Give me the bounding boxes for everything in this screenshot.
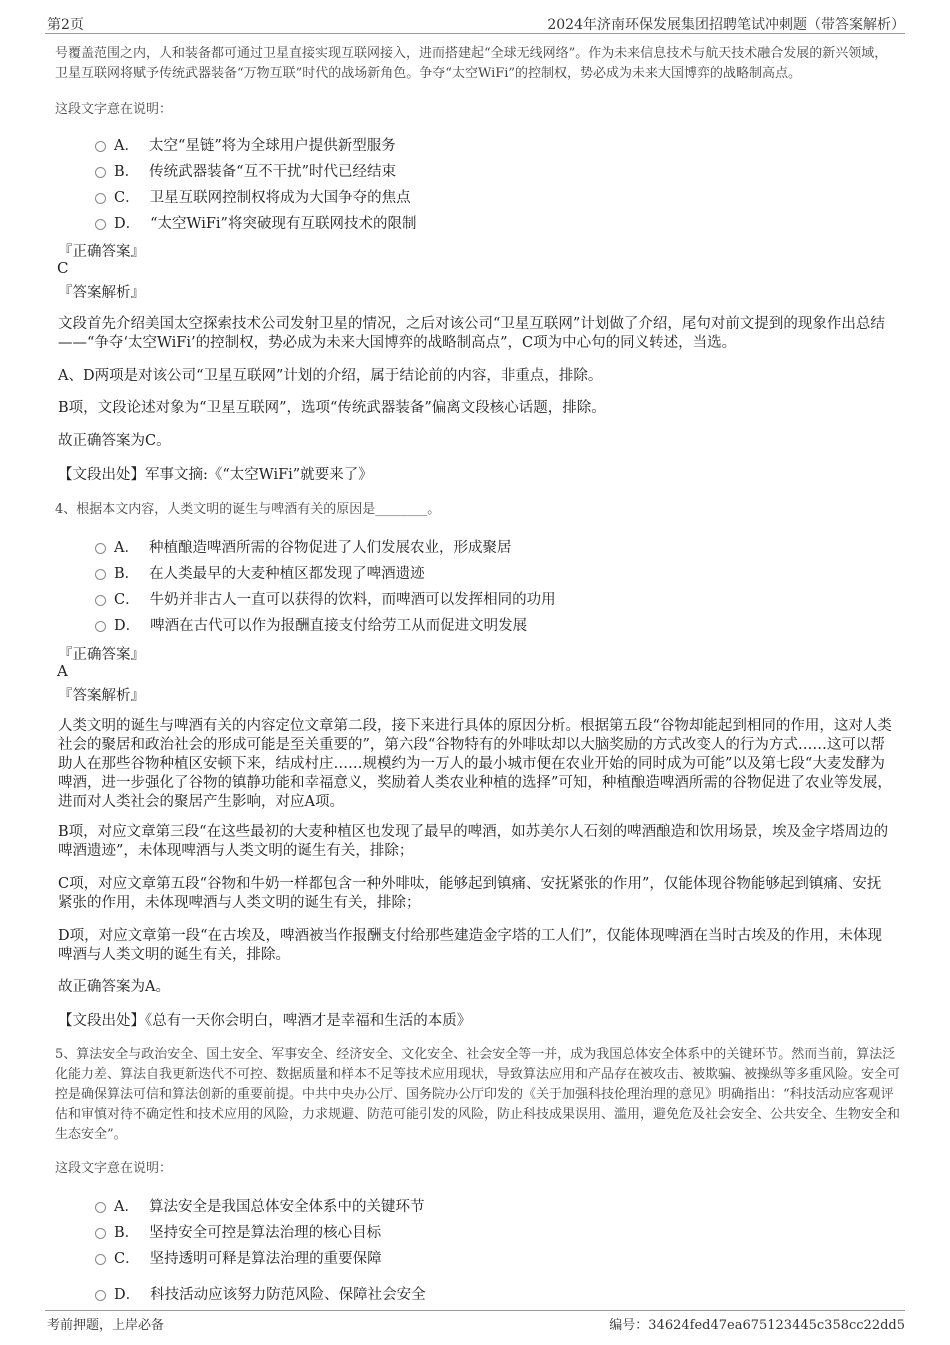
radio-icon[interactable] — [95, 621, 106, 632]
radio-icon[interactable] — [95, 219, 106, 230]
q3-passage: 号覆盖范围之内，人和装备都可通过卫星直接实现互联网接入，进而搭建起“全球无线网络”。作为未来信息技术与航天技术融合发展的新兴领域，卫星互联网将赋予传统武器装备“万物互联”时代的战场新角色。争夺“太空WiFi”的控制权，势必成为未来大国博弈的战略制高点。 — [55, 46, 888, 81]
radio-icon[interactable] — [95, 167, 106, 178]
q3-option-b[interactable]: B． 传统武器装备“互不干扰”时代已经结束 — [95, 160, 396, 181]
q4-analysis-label: 『答案解析』 — [58, 688, 145, 704]
radio-icon[interactable] — [95, 569, 106, 580]
q5-option-c[interactable]: C． 坚持透明可释是算法治理的重要保障 — [95, 1247, 382, 1268]
radio-icon[interactable] — [95, 193, 106, 204]
radio-icon[interactable] — [95, 1228, 106, 1239]
q4-analysis-2: B项，对应文章第三段“在这些最初的大麦种植区也发现了最早的啤酒，如苏美尔人石刻的啤酒酿造和饮用场景，埃及金字塔周边的啤酒遗迹”，未体现啤酒与人类文明的诞生有关，排除； — [58, 824, 889, 859]
q4-answer: A — [57, 662, 68, 680]
footer-divider — [45, 1310, 905, 1311]
q4-option-c[interactable]: C． 牛奶并非古人一直可以获得的饮料，而啤酒可以发挥相同的功用 — [95, 588, 556, 609]
q5-option-a[interactable]: A． 算法安全是我国总体安全体系中的关键环节 — [95, 1195, 424, 1216]
q4-analysis-3: C项，对应文章第五段“谷物和牛奶一样都包含一种外啡呔，能够起到镇痛、安抚紧张的作用”，仅能体现谷物能够起到镇痛、安抚紧张的作用，未体现啤酒与人类文明的诞生有关，排除； — [58, 876, 882, 911]
q3-analysis-label: 『答案解析』 — [58, 285, 145, 301]
radio-icon[interactable] — [95, 543, 106, 554]
q3-source: 【文段出处】军事文摘:《“太空WiFi”就要来了》 — [58, 467, 373, 483]
q4-analysis-1: 人类文明的诞生与啤酒有关的内容定位文章第二段，接下来进行具体的原因分析。根据第五段“谷物却能起到相同的作用，这对人类社会的聚居和政治社会的形成可能是至关重要的”，第六段“谷物特有的外啡呔却以大脑奖励的方式改变人的行为方式……这可以帮助人在那些谷物种植区安顿下来，结成村庄……规模约为一万人的最小城市便在农业开始的同时成为可能”以及第七段“大麦发酵为啤酒，进一步强化了谷物的镇静功能和幸福意义，奖励着人类农业种植的选择”可知，种植酿造啤酒所需的谷物促进了农业等发展，进而对人类社会的聚居产生影响，对应A项。 — [58, 718, 892, 810]
q5-passage: 5、算法安全与政治安全、国土安全、军事安全、经济安全、文化安全、社会安全等一并，成为我国总体安全体系中的关键环节。然而当前，算法泛化能力差、算法自我更新迭代不可控、数据质量和样本不足等技术应用现状，导致算法应用和产品存在被攻击、被欺骗、被操纵等多重风险。安全可控是确保算法可信和算法创新的重要前提。中共中央办公厅、国务院办公厅印发的《关于加强科技伦理治理的意见》明确指出：“科技活动应客观评估和审慎对待不确定性和技术应用的风险，力求规避、防范可能引发的风险，防止科技成果误用、滥用，避免危及社会安全、公共安全、生物安全和生态安全”。 — [55, 1047, 901, 1142]
document-id: 编号：34624fed47ea675123445c358cc22dd5 — [609, 1318, 905, 1333]
q4-answer-label: 『正确答案』 — [58, 647, 145, 663]
q4-stem: 4、根据本文内容，人类文明的诞生与啤酒有关的原因是________。 — [55, 502, 441, 517]
q4-option-d[interactable]: D． 啤酒在古代可以作为报酬直接支付给劳工从而促进文明发展 — [95, 614, 527, 635]
radio-icon[interactable] — [95, 1202, 106, 1213]
q5-option-b[interactable]: B． 坚持安全可控是算法治理的核心目标 — [95, 1221, 381, 1242]
q3-option-d[interactable]: D． “太空WiFi”将突破现有互联网技术的限制 — [95, 212, 416, 233]
radio-icon[interactable] — [95, 141, 106, 152]
q4-analysis-5: 故正确答案为A。 — [58, 979, 170, 995]
document-title: 2024年济南环保发展集团招聘笔试冲刺题（带答案解析） — [547, 17, 905, 33]
q3-option-c[interactable]: C． 卫星互联网控制权将成为大国争夺的焦点 — [95, 186, 411, 207]
q3-answer-label: 『正确答案』 — [58, 244, 145, 260]
q5-option-d[interactable]: D． 科技活动应该努力防范风险、保障社会安全 — [95, 1283, 426, 1304]
q3-stem: 这段文字意在说明： — [55, 102, 173, 117]
q3-option-a[interactable]: A． 太空“星链”将为全球用户提供新型服务 — [95, 134, 396, 155]
radio-icon[interactable] — [95, 1290, 106, 1301]
q4-analysis-4: D项，对应文章第一段“在古埃及，啤酒被当作报酬支付给那些建造金字塔的工人们”，仅能体现啤酒在当时古埃及的作用，未体现啤酒与人类文明的诞生有关，排除。 — [58, 928, 882, 963]
radio-icon[interactable] — [95, 1254, 106, 1265]
q3-analysis-3: B项，文段论述对象为“卫星互联网”，选项“传统武器装备”偏离文段核心话题，排除。 — [58, 400, 606, 416]
q5-stem: 这段文字意在说明： — [55, 1161, 173, 1176]
header-divider — [45, 33, 905, 34]
page-number: 第2页 — [47, 17, 84, 33]
q3-analysis-4: 故正确答案为C。 — [58, 433, 171, 449]
q3-analysis-2: A、D两项是对该公司“卫星互联网”计划的介绍，属于结论前的内容，非重点，排除。 — [58, 368, 603, 384]
radio-icon[interactable] — [95, 595, 106, 606]
q4-option-a[interactable]: A． 种植酿造啤酒所需的谷物促进了人们发展农业，形成聚居 — [95, 536, 511, 557]
footer-slogan: 考前押题，上岸必备 — [47, 1318, 165, 1333]
q3-analysis-1: 文段首先介绍美国太空探索技术公司发射卫星的情况，之后对该公司“卫星互联网”计划做了介绍，尾句对前文提到的现象作出总结——“争夺‘太空WiFi’的控制权，势必成为未来大国博弈的战略制高点”，C项为中心句的同义转述，当选。 — [58, 316, 885, 351]
q4-option-b[interactable]: B． 在人类最早的大麦种植区都发现了啤酒遗迹 — [95, 562, 425, 583]
q4-source: 【文段出处】《总有一天你会明白，啤酒才是幸福和生活的本质》 — [58, 1013, 472, 1029]
q3-answer: C — [57, 259, 69, 277]
